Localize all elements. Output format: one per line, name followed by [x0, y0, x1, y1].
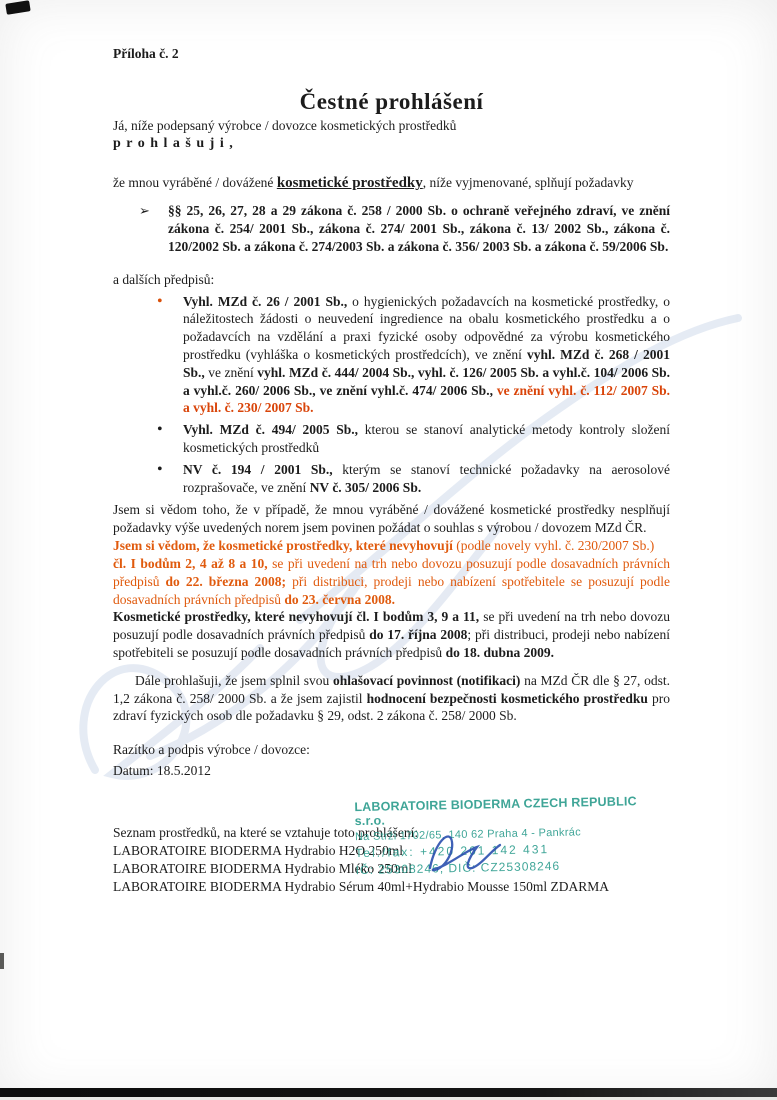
regulation-item-2	[113, 421, 670, 457]
reg1-run2: o hygienických požadavcích na kosmetické prostředky, o náležitostech žádosti o neuvedení ingredience na obalu kosmetického prostředku a o požadavcích na vzdělání a praxi fyzické osoby odpovědné za výrobu kosmetického prostředku (vyhláška o kosmetických prostředcích), ve znění	[183, 293, 670, 362]
scope-text-1: že mnou vyráběné / dovážené	[113, 175, 277, 191]
stamp-tax-ids: IČ: 25308246, DIČ: CZ25308246	[355, 858, 561, 878]
document-title: Čestné prohlášení	[299, 88, 484, 114]
notice2-run4: při distribuci, prodeji nebo nabízení spotřebitele se posuzují podle dosavadních právních předpisů	[113, 573, 670, 607]
notice2-run3: do 22. března 2008;	[165, 573, 287, 589]
notice3-run1: Kosmetické prostředky, které nevyhovují čl. I bodům 3, 9 a 11,	[113, 609, 480, 625]
intro-line: Já, níže podepsaný výrobce / dovozce kosmetických prostředků	[113, 118, 457, 134]
scope-text-2: , níže vyjmenované, splňují požadavky	[422, 175, 634, 191]
product-list-heading: Seznam prostředků, na které se vztahuje toto prohlášení:	[113, 824, 419, 840]
reg3-run3: NV č. 305/ 2006 Sb.	[309, 479, 422, 495]
scope-paragraph	[113, 174, 670, 194]
bullet-dot-icon: •	[157, 292, 163, 310]
product-list-item: LABORATOIRE BIODERMA Hydrabio Sérum 40ml+Hydrabio Mousse 150ml ZDARMA	[113, 879, 609, 895]
reg3-run1: NV č. 194 / 2001 Sb.,	[183, 461, 333, 477]
stamp-phone: Tel./fax: +420 261 142 431	[355, 842, 550, 861]
further-run4: hodnocení bezpečnosti kosmetického prostředku	[366, 690, 648, 706]
regulation-item-3	[113, 461, 670, 497]
notice2-run1: čl. I bodům 2, 4 až 8 a 10,	[113, 555, 268, 571]
awareness-paragraph: Jsem si vědom toho, že v případě, že mnou vyráběné / dovážené kosmetické prostředky nesplňují požadavky výše uvedených norem jsem povinen požádat o souhlas s výrobou / dovozem MZd ČR.	[113, 502, 670, 536]
regulation-item-2-text	[183, 422, 670, 455]
stamp-company-name: LABORATOIRE BIODERMA CZECH REPUBLIC s.r.o.	[354, 794, 637, 829]
notice-paragraph-1	[113, 537, 670, 555]
notice1-run1: Jsem si vědom, že kosmetické prostředky, které nevyhovují	[113, 538, 457, 554]
reg3-run2: kterým se stanoví technické požadavky na aerosolové rozprašovače, ve znění	[183, 461, 670, 495]
notice3-run2: se při uvedení na trh nebo dovozu posuzují podle dosavadních právních předpisů	[113, 609, 670, 643]
bullet-dot-icon: •	[157, 421, 163, 439]
further-run1: Dále prohlašuji, že jsem splnil svou	[135, 672, 333, 688]
further-declaration	[113, 672, 670, 725]
notice1-run2: (podle novely vyhl. č. 230/2007 Sb.)	[456, 538, 655, 554]
notice2-run5: do 23. června 2008.	[284, 591, 395, 607]
arrow-bullet-icon: ➢	[139, 203, 150, 219]
regulation-item-3-text	[183, 462, 670, 495]
law-bullet-item	[113, 202, 670, 255]
reg1-run6-red: ve znění vyhl. č. 112/ 2007 Sb. a vyhl. č. 230/ 2007 Sb.	[183, 382, 671, 416]
reg1-run1: Vyhl. MZd č. 26 / 2001 Sb.,	[183, 293, 348, 309]
notice3-run5: do 18. dubna 2009.	[445, 644, 554, 660]
scope-highlight: kosmetické prostředky	[276, 175, 423, 192]
notice3-run3: do 17. října 2008	[369, 627, 468, 643]
further-run5: pro zdraví fyzických osob dle požadavku § 29, odst. 2 zákona č. 258/ 2000 Sb.	[113, 690, 670, 724]
scan-artifact-bottom-bar	[0, 1088, 777, 1097]
declaration-word: p r o h l a š u j i ,	[113, 135, 234, 151]
notice2-run2: se při uvedení na trh nebo dovozu posuzují podle dosavadních právních předpisů	[113, 555, 670, 589]
notice-paragraph-3	[113, 608, 670, 661]
regulation-item-1	[113, 293, 670, 418]
reg1-run3: vyhl. MZd č. 268 / 2001 Sb.,	[183, 346, 670, 380]
further-run2: ohlašovací povinnost (notifikaci)	[333, 672, 521, 688]
document-body	[113, 45, 670, 896]
notice-paragraph-2	[113, 555, 670, 608]
reg2-run1: Vyhl. MZd č. 494/ 2005 Sb.,	[183, 422, 359, 438]
reg1-run4: ve znění	[204, 364, 258, 380]
product-list-item: LABORATOIRE BIODERMA Hydrabio H2O 250ml	[113, 842, 403, 858]
bullet-dot-icon: •	[157, 460, 163, 478]
stamp-signature-label: Razítko a podpis výrobce / dovozce:	[113, 742, 310, 758]
reg1-run5: vyhl. MZd č. 444/ 2004 Sb., vyhl. č. 126/ 2005 Sb. a vyhl.č. 104/ 2006 Sb. a vyhl.č. 260/ 2006 Sb., ve znění vyhl.č. 474/ 2006 Sb.,	[183, 364, 670, 398]
notice3-run4: ; při distribuci, prodeji nebo nabízení spotřebiteli se posuzují podle dosavadních právních předpisů	[113, 627, 670, 660]
product-list-item: LABORATOIRE BIODERMA Hydrabio Mléko 250ml	[113, 860, 412, 876]
reg2-run2: kterou se stanoví analytické metody kontroly složení kosmetických prostředků	[183, 422, 670, 455]
scan-artifact-edge	[0, 953, 4, 969]
scan-artifact-corner	[5, 0, 30, 15]
stamp-address: Na Strži 1702/65, 140 62 Praha 4 - Pankrác	[354, 826, 582, 844]
attachment-label: Příloha č. 2	[113, 46, 179, 61]
further-run3: na MZd ČR dle § 27, odst. 1,2 zákona č. 258/ 2000 Sb. a že jsem zajistil	[113, 672, 670, 706]
regulation-item-1-text	[183, 294, 670, 416]
company-stamp	[354, 794, 656, 877]
regulations-intro: a dalších předpisů:	[113, 271, 215, 287]
law-bullet-text: §§ 25, 26, 27, 28 a 29 zákona č. 258 / 2000 Sb. o ochraně veřejného zdraví, ve znění zákona č. 254/ 2001 Sb., zákona č. 274/ 2001 Sb., zákona č. 13/ 2002 Sb., zákona č. 120/2002 Sb. a zákona č. 274/2003 Sb. a zákona č. 356/ 2003 Sb. a zákona č. 59/2006 Sb.	[168, 203, 670, 254]
date-line: Datum: 18.5.2012	[113, 763, 211, 778]
